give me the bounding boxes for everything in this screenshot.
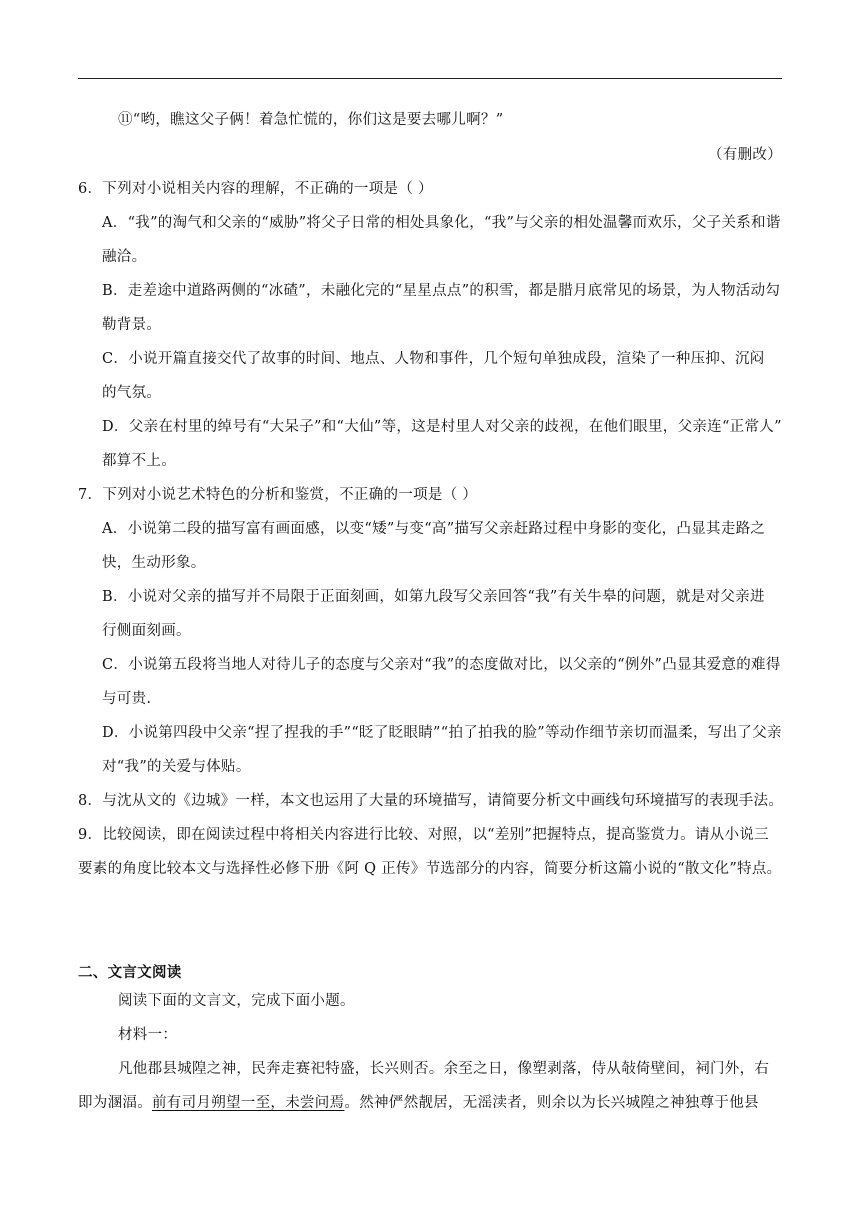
question-8: 8．与沈从文的《边城》一样，本文也运用了大量的环境描写，请简要分析文中画线句环境描写的表现手法。	[78, 793, 784, 809]
classical-text-line-2-end: 。然神俨然靓居，无滛渎者，则余以为长兴城隍之神独尊于他县	[344, 1095, 759, 1111]
passage-paragraph-11: ⑪“哟，瞧这父子俩！着急忙慌的，你们这是要去哪儿啊？”	[118, 112, 504, 128]
header-rule	[78, 78, 782, 79]
q7-option-d: D．小说第四段中父亲“捏了捏我的手”“眨了眨眼睛”“拍了拍我的脸”等动作细节亲切而温柔，写出了父亲	[102, 725, 782, 741]
q6-option-b-cont: 勒背景。	[102, 317, 162, 333]
question-6-stem: 6．下列对小说相关内容的理解，不正确的一项是（ ）	[78, 181, 433, 197]
section-heading: 二、文言文阅读	[78, 964, 182, 981]
classical-text-line-1: 凡他郡县城隍之神，民奔走赛祀特盛，长兴则否。余至之日，像塑剥落，侍从敧倚壁间，祠门外，右	[118, 1061, 770, 1077]
section-instruction: 阅读下面的文言文，完成下面小题。	[118, 993, 355, 1009]
q6-option-a-cont: 融洽。	[102, 249, 147, 265]
q7-option-c-cont: 与可贵.	[102, 691, 152, 707]
q6-option-d-cont: 都算不上。	[102, 453, 176, 469]
q6-option-c: C．小说开篇直接交代了故事的时间、地点、人物和事件，几个短句单独成段，渲染了一种压抑、沉闷	[102, 351, 765, 367]
q7-option-a: A．小说第二段的描写富有画面感，以变“矮”与变“高”描写父亲赶路过程中身影的变化，凸显其走路之	[102, 521, 766, 537]
q7-option-b: B．小说对父亲的描写并不局限于正面刻画，如第九段写父亲回答“我”有关牛皋的问题，就是对父亲进	[102, 589, 765, 605]
q6-option-a: A．“我”的淘气和父亲的“威胁”将父子日常的相处具象化，“我”与父亲的相处温馨而欢乐，父子关系和谐	[102, 215, 781, 231]
revision-note: （有删改）	[708, 147, 782, 163]
q7-option-d-cont: 对“我”的关爱与体贴。	[102, 759, 251, 775]
q7-option-a-cont: 快，生动形象。	[102, 555, 206, 571]
q6-option-d: D．父亲在村里的绰号有“大呆子”和“大仙”等，这是村里人对父亲的歧视，在他们眼里，父亲连“正常人”	[102, 419, 782, 435]
classical-text-line-2-start: 即为溷湢。	[78, 1095, 152, 1111]
q7-option-b-cont: 行侧面刻画。	[102, 623, 191, 639]
underlined-sentence: 前有司月朔望一至，未尝问焉	[152, 1095, 345, 1111]
q6-option-b: B．走差途中道路两侧的“冰碴”，未融化完的“星星点点”的积雪，都是腊月底常见的场景，为人物活动勾	[102, 283, 781, 299]
q6-option-c-cont: 的气氛。	[102, 385, 162, 401]
question-9-cont: 要素的角度比较本文与选择性必修下册《阿 Q 正传》节选部分的内容，简要分析这篇小说的“散文化”特点。	[78, 861, 782, 877]
material-label: 材料一：	[118, 1027, 178, 1043]
question-9: 9．比较阅读，即在阅读过程中将相关内容进行比较、对照，以“差别”把握特点，提高鉴赏力。请从小说三	[78, 827, 769, 843]
classical-text-line-2	[78, 1093, 782, 1113]
q7-option-c: C．小说第五段将当地人对待儿子的态度与父亲对“我”的态度做对比，以父亲的“例外”凸显其爱意的难得	[102, 657, 781, 673]
question-7-stem: 7．下列对小说艺术特色的分析和鉴赏，不正确的一项是（ ）	[78, 487, 478, 503]
